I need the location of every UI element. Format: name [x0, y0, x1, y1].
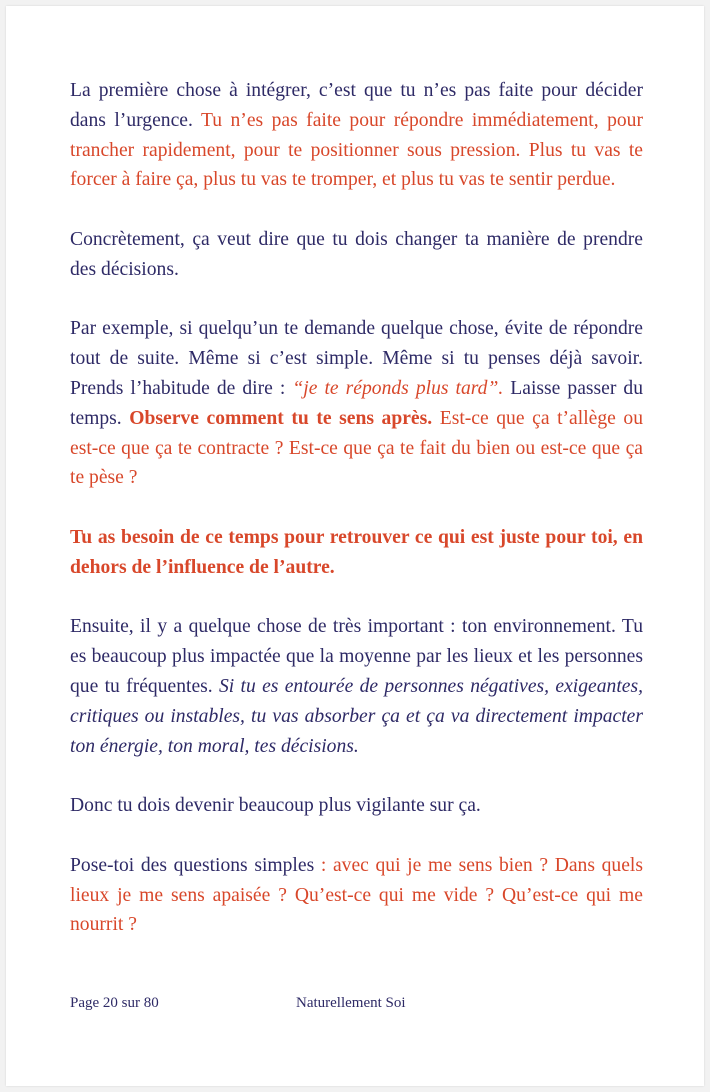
- p1-text: La première chose à intégrer, c’est que tu n’es pas faite pour décider dans l’urgence.: [70, 80, 643, 131]
- document-title: Naturellement Soi: [296, 995, 406, 1011]
- p3-text: Par exemple, si quelqu’un te demande quelque chose, évite de répondre tout de suite. Même si c’est simple. Même si tu penses déjà savoir. Prends l’habitude de dire :: [70, 318, 643, 399]
- page-body: [70, 76, 643, 970]
- page-number: Page 20 sur 80: [70, 995, 159, 1011]
- p4-text: Tu as besoin de ce temps pour retrouver ce qui est juste pour toi, en dehors de l’influence de l’autre.: [70, 526, 643, 578]
- p3-text-2: Laisse passer du temps.: [70, 377, 644, 429]
- p3-highlight: Est-ce que ça t’allège ou est-ce que ça te contracte ? Est-ce que ça te fait du bien ou est-ce que ça te pèse ?: [70, 407, 643, 489]
- paragraph-4: [70, 523, 643, 583]
- paragraph-6: [70, 791, 643, 821]
- p7-highlight: : avec qui je me sens bien ? Dans quels lieux je me sens apaisée ? Qu’est-ce qui me vide ? Qu’est-ce qui me nourrit ?: [70, 854, 643, 936]
- p6-text: Donc tu dois devenir beaucoup plus vigilante sur ça.: [70, 795, 481, 817]
- paragraph-1: [70, 76, 643, 195]
- p7-text: Pose-toi des questions simples: [70, 854, 321, 876]
- p1-highlight: Tu n’es pas faite pour répondre immédiatement, pour trancher rapidement, pour te positionner sous pression. Plus tu vas te forcer à faire ça, plus tu vas te tromper, et plus tu vas te sentir perdue.: [70, 109, 643, 191]
- paragraph-3: [70, 314, 643, 493]
- document-page: [6, 6, 704, 1086]
- paragraph-2: [70, 225, 643, 285]
- paragraph-5: [70, 612, 643, 761]
- p2-text: Concrètement, ça veut dire que tu dois changer ta manière de prendre des décisions.: [70, 228, 643, 280]
- paragraph-7: [70, 851, 643, 940]
- p5-text: Ensuite, il y a quelque chose de très important : ton environnement. Tu es beaucoup plus impactée que la moyenne par les lieux et les personnes que tu fréquentes.: [70, 616, 643, 697]
- p3-bold-highlight: Observe comment tu te sens après.: [129, 407, 433, 429]
- p5-italic: Si tu es entourée de personnes négatives, exigeantes, critiques ou instables, tu vas absorber ça et ça va directement impacter ton énergie, ton moral, tes décisions.: [70, 675, 643, 757]
- p3-quote: “je te réponds plus tard”.: [292, 377, 504, 399]
